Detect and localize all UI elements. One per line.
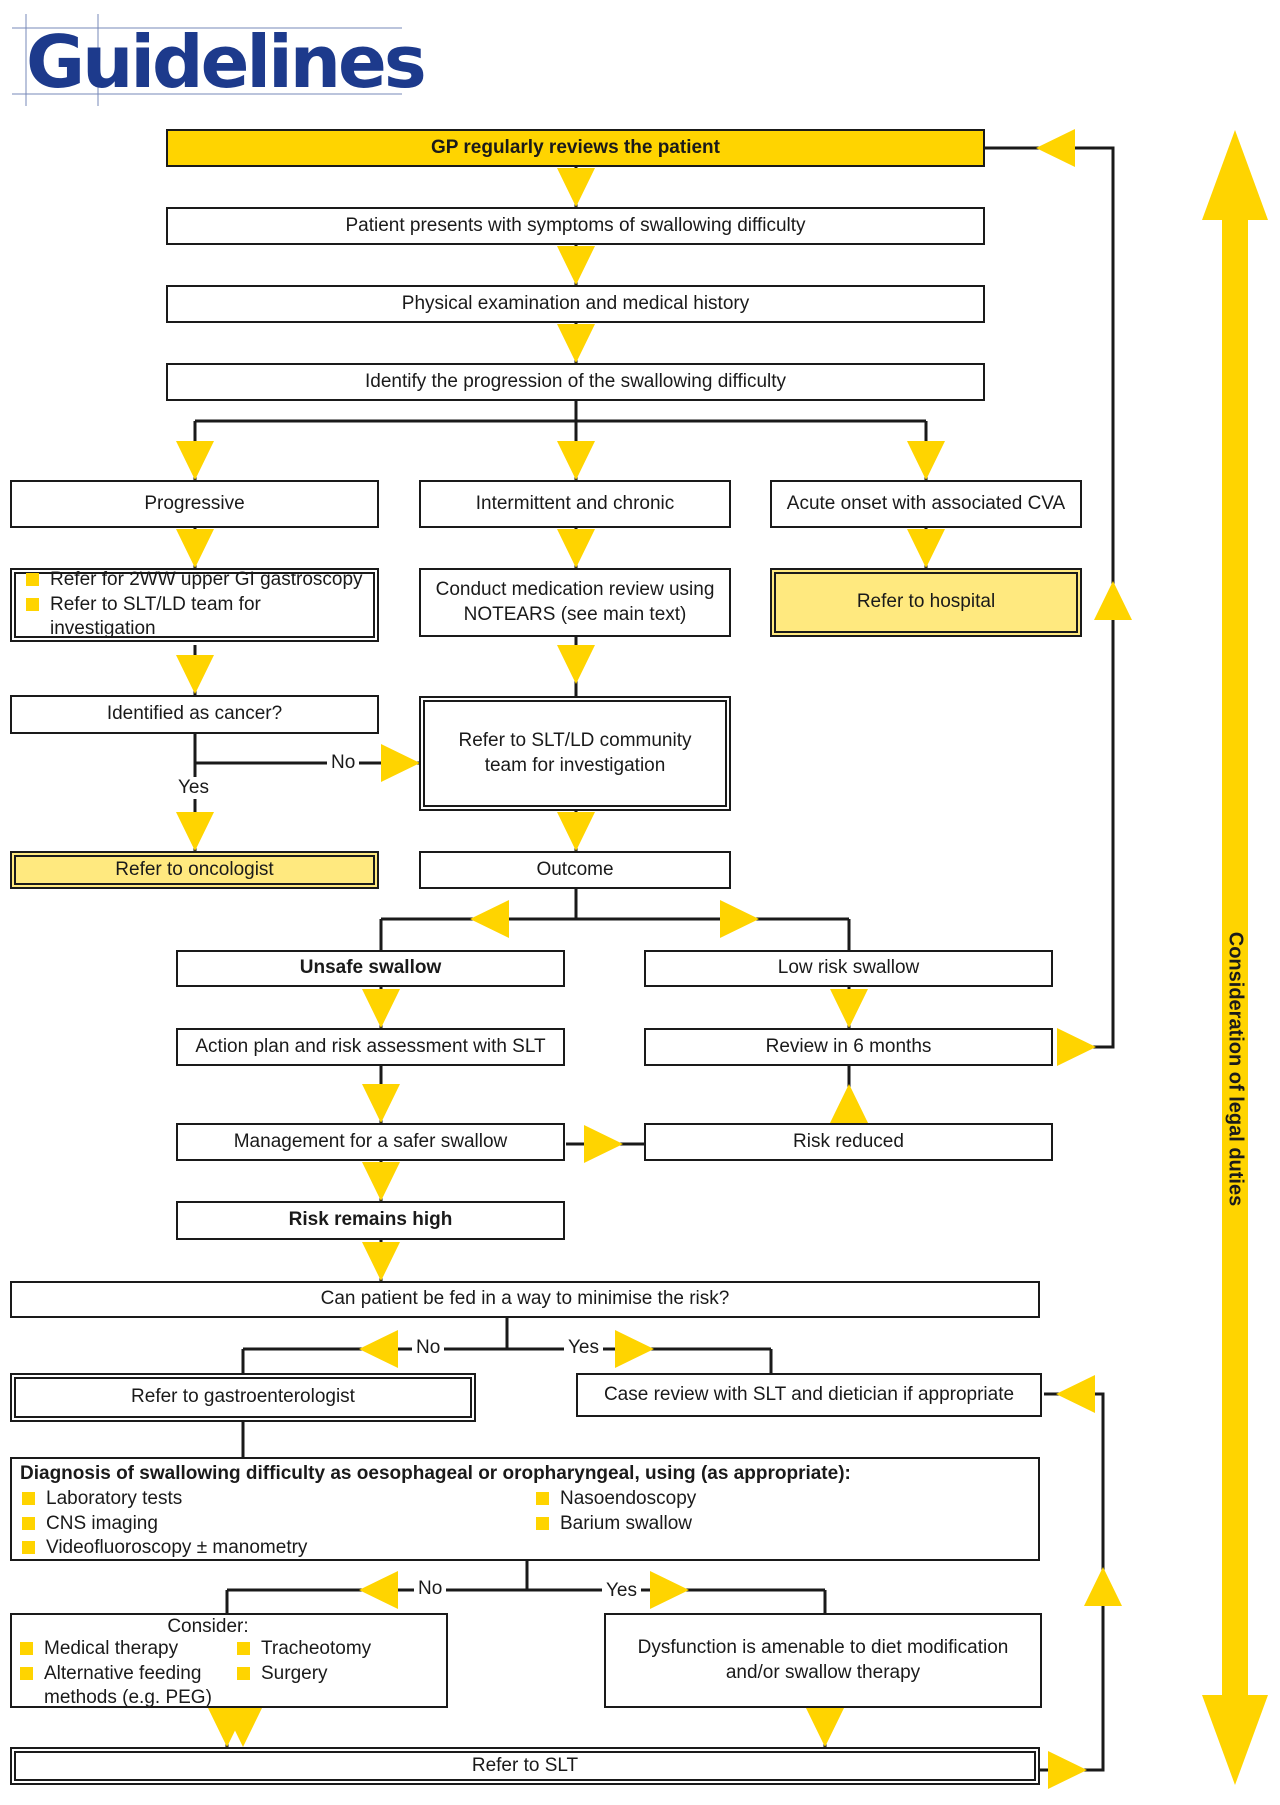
progressive-box: Progressive — [10, 480, 379, 528]
management-box: Management for a safer swallow — [176, 1123, 565, 1161]
refer-2ww-item: Refer to SLT/LD team for investigation — [24, 593, 367, 642]
refer-2ww-box — [10, 568, 379, 642]
acute-box: Acute onset with associated CVA — [770, 480, 1082, 528]
edge-label-no: No — [327, 752, 359, 774]
outcome-box: Outcome — [419, 851, 731, 889]
cancer-box: Identified as cancer? — [10, 695, 379, 734]
consider-right-list — [235, 1637, 371, 1686]
consider-title: Consider: — [167, 1616, 249, 1637]
refer-2ww-list — [24, 568, 367, 642]
progression-box: Identify the progression of the swallowing difficulty — [166, 363, 985, 401]
presents-box: Patient presents with symptoms of swallowing difficulty — [166, 207, 985, 245]
gp-review-box: GP regularly reviews the patient — [166, 129, 985, 167]
logo-text: Guidelines — [26, 20, 424, 104]
guidelines-logo — [12, 14, 424, 106]
edge-label-no: No — [414, 1578, 446, 1600]
unsafe-swallow-box: Unsafe swallow — [176, 950, 565, 987]
diagnosis-box — [10, 1457, 1040, 1561]
low-risk-box: Low risk swallow — [644, 950, 1053, 987]
fed-question-box: Can patient be fed in a way to minimise the risk? — [10, 1281, 1040, 1318]
diagnosis-title: Diagnosis of swallowing difficulty as oesophageal or oropharyngeal, using (as appropriate): — [20, 1463, 851, 1484]
diagnosis-item: Barium swallow — [534, 1512, 696, 1537]
consider-item: Tracheotomy — [235, 1637, 371, 1662]
diagnosis-left-list — [20, 1487, 307, 1561]
review-6-months-box: Review in 6 months — [644, 1028, 1053, 1066]
consider-left-list — [18, 1637, 228, 1711]
refer-2ww-item: Refer for 2WW upper GI gastroscopy — [24, 568, 367, 593]
med-review-box: Conduct medication review using NOTEARS (see main text) — [419, 568, 731, 637]
diagnosis-right-list — [534, 1487, 696, 1536]
consider-box — [10, 1613, 448, 1708]
intermittent-box: Intermittent and chronic — [419, 480, 731, 528]
consider-item: Surgery — [235, 1662, 371, 1687]
diagnosis-item: CNS imaging — [20, 1512, 307, 1537]
edge-label-yes: Yes — [174, 777, 213, 799]
risk-reduced-box: Risk reduced — [644, 1123, 1053, 1161]
oncologist-box: Refer to oncologist — [10, 851, 379, 889]
consider-item: Medical therapy — [18, 1637, 228, 1662]
legal-duties-text: Consideration of legal duties — [1224, 931, 1247, 1207]
diagnosis-item: Videofluoroscopy ± manometry — [20, 1536, 307, 1561]
diagnosis-item: Laboratory tests — [20, 1487, 307, 1512]
hospital-box: Refer to hospital — [770, 568, 1082, 637]
risk-high-box: Risk remains high — [176, 1201, 565, 1240]
exam-box: Physical examination and medical history — [166, 285, 985, 323]
consider-item: Alternative feeding methods (e.g. PEG) — [18, 1662, 228, 1711]
slt-community-box: Refer to SLT/LD community team for investigation — [419, 696, 731, 811]
edge-label-yes: Yes — [602, 1580, 641, 1602]
refer-slt-box: Refer to SLT — [10, 1747, 1040, 1785]
edge-label-no: No — [412, 1337, 444, 1359]
diagnosis-item: Nasoendoscopy — [534, 1487, 696, 1512]
action-plan-box: Action plan and risk assessment with SLT — [176, 1028, 565, 1066]
dysfunction-box: Dysfunction is amenable to diet modification and/or swallow therapy — [604, 1613, 1042, 1708]
case-review-box: Case review with SLT and dietician if appropriate — [576, 1373, 1042, 1417]
edge-label-yes: Yes — [564, 1337, 603, 1359]
gastroenterologist-box: Refer to gastroenterologist — [10, 1373, 476, 1422]
